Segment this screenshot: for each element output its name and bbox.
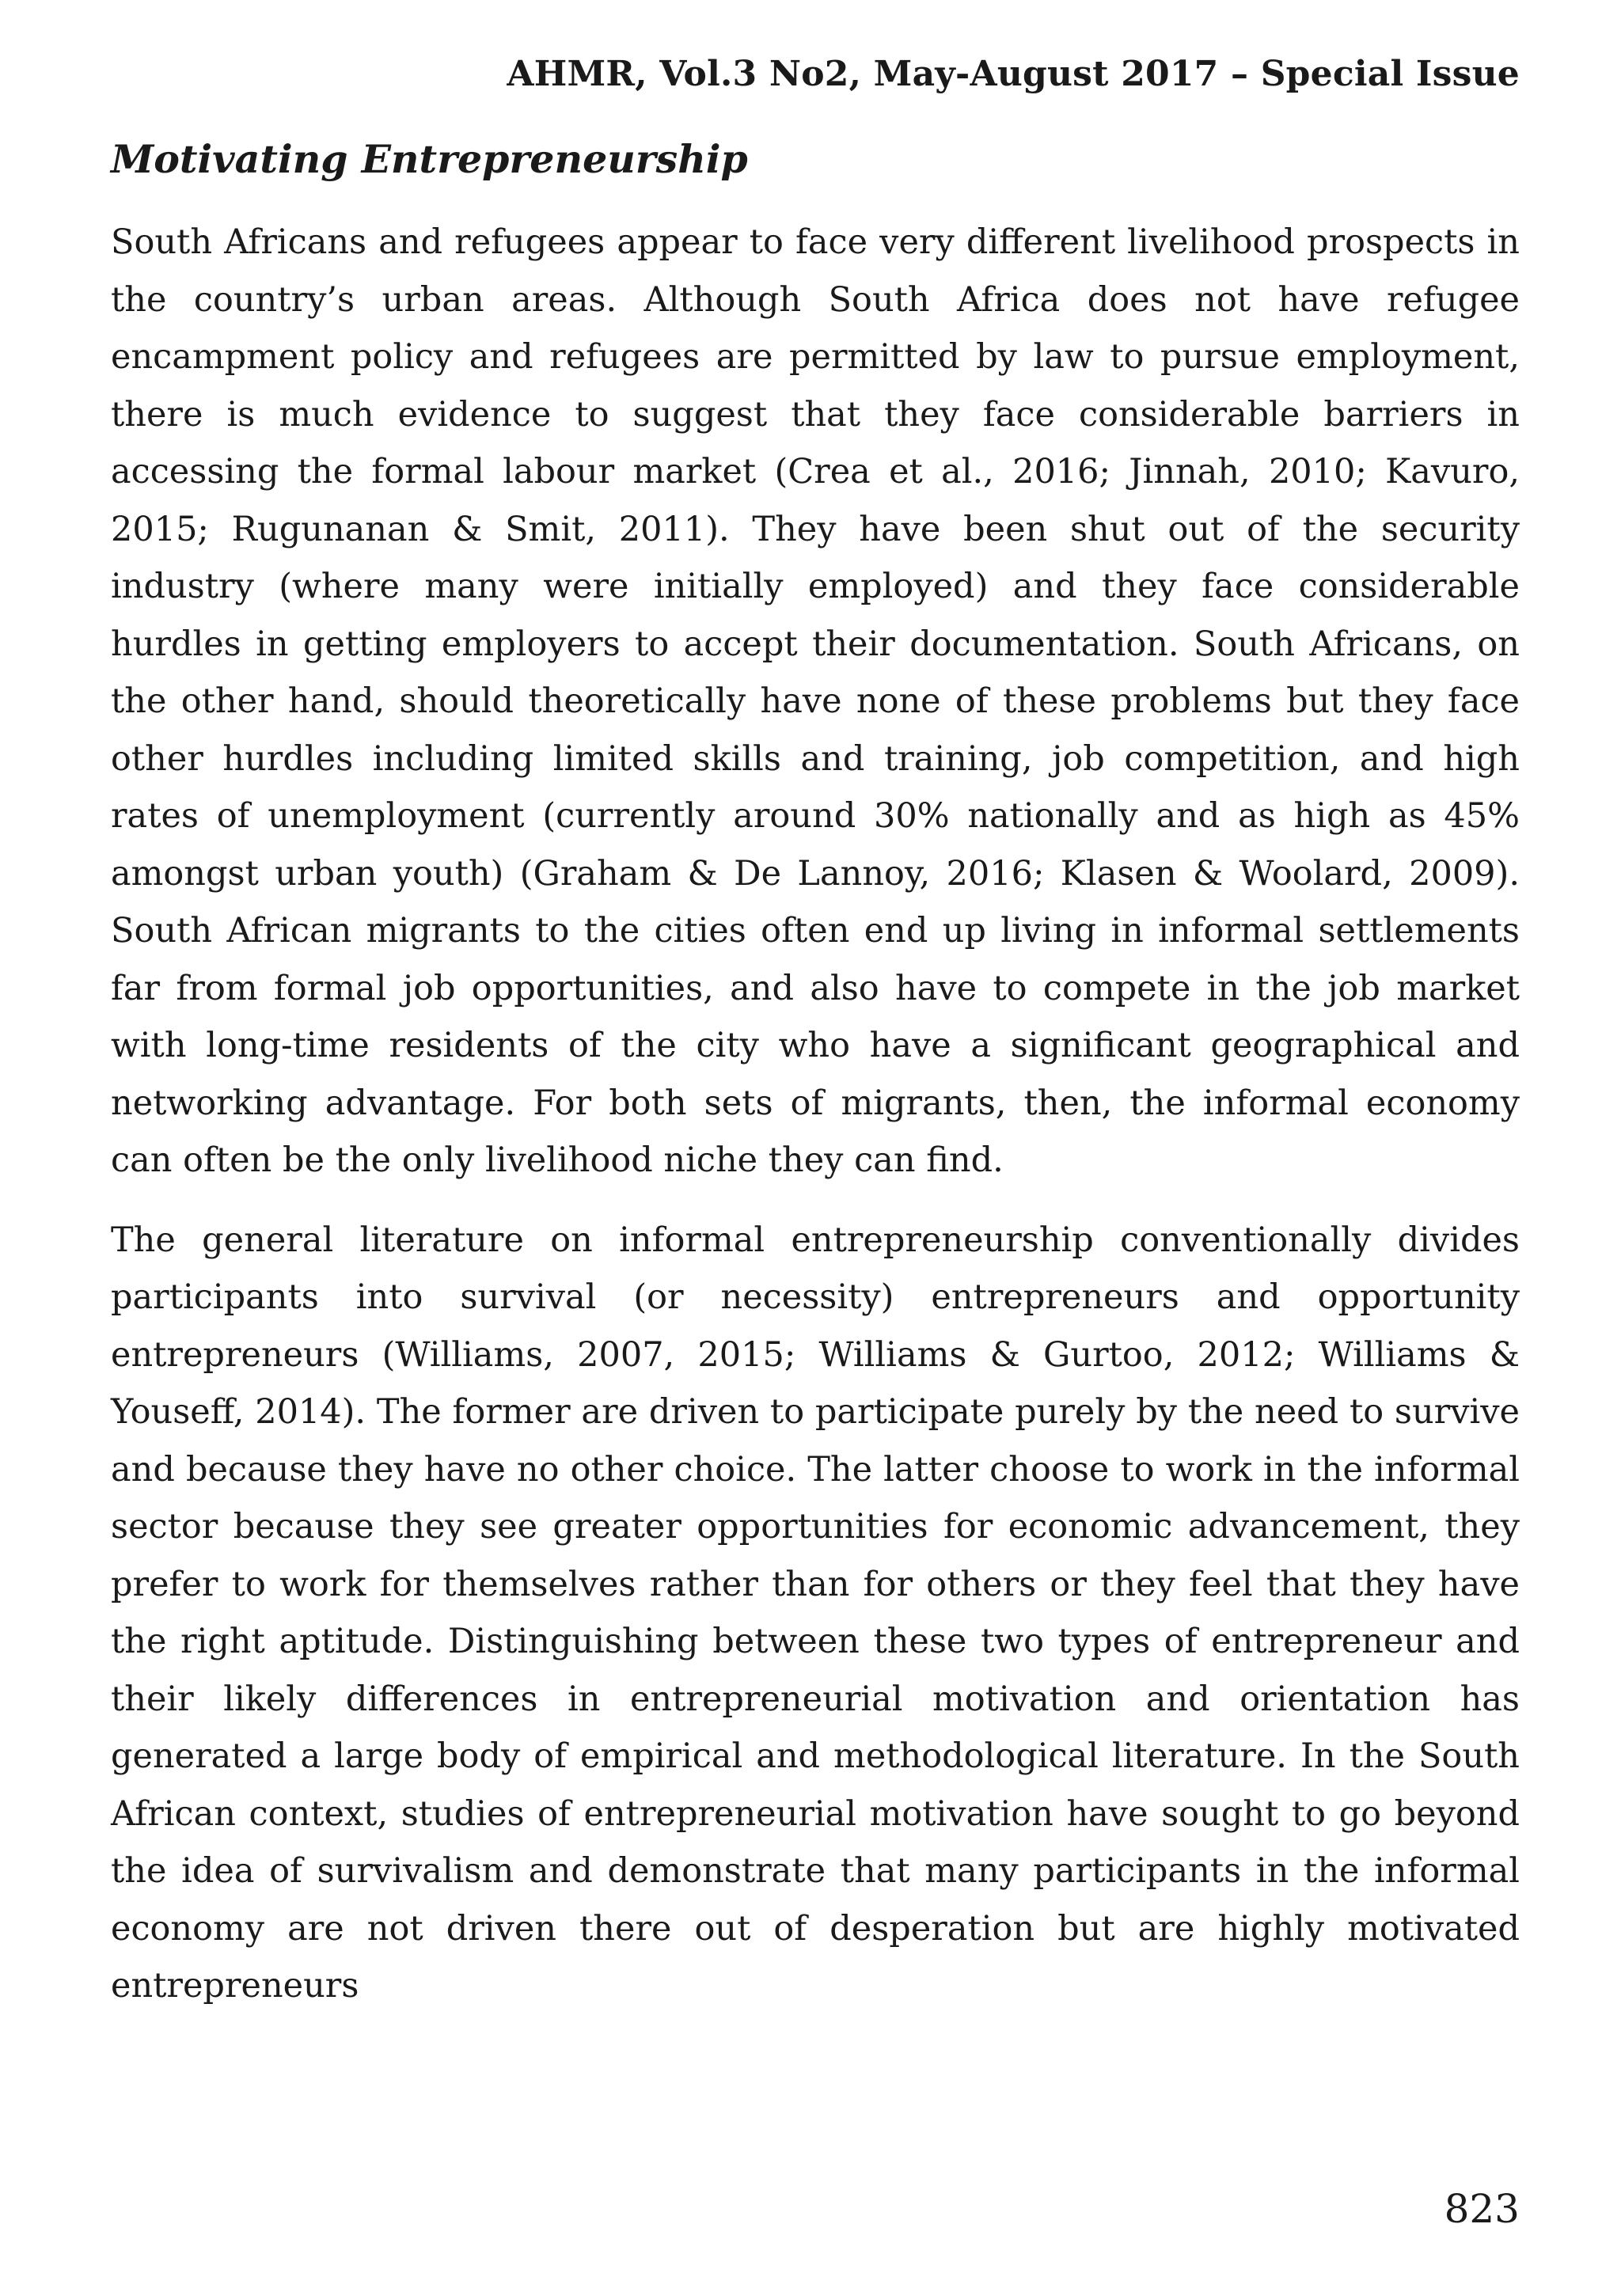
- section-heading: Motivating Entrepreneurship: [111, 136, 748, 182]
- running-header: AHMR, Vol.3 No2, May-August 2017 – Special Issue: [507, 54, 1520, 94]
- paragraph-informal-entrepreneurship: The general literature on informal entrepreneurship conventionally divides participants into survival (or necessity) entrepreneurs and opportunity entrepreneurs (Williams, 2007, 2015; Williams & Gurtoo, 2012; Williams & Youseff, 2014). The former are driven to participate purely by the need to survive and because they have no other choice. The latter choose to work in the informal sector because they see greater opportunities for economic advancement, they prefer to work for themselves rather than for others or they feel that they have the right aptitude. Distinguishing between these two types of entrepreneur and their likely differences in entrepreneurial motivation and orientation has generated a large body of empirical and methodological literature. In the South African context, studies of entrepreneurial motivation have sought to go beyond the idea of survivalism and demonstrate that many participants in the informal economy are not driven there out of desperation but are highly motivated entrepreneurs: [111, 1220, 1520, 2006]
- page-number: 823: [1444, 2186, 1520, 2232]
- journal-page: [111, 0, 1520, 2296]
- body-text: [111, 214, 1520, 2015]
- paragraph-livelihood-prospects: South Africans and refugees appear to face very different livelihood prospects in the country’s urban areas. Although South Africa does not have refugee encampment policy and refugees are permitted by law to pursue employment, there is much evidence to suggest that they face considerable barriers in accessing the formal labour market (Crea et al., 2016; Jinnah, 2010; Kavuro, 2015; Rugunanan & Smit, 2011). They have been shut out of the security industry (where many were initially employed) and they face considerable hurdles in getting employers to accept their documentation. South Africans, on the other hand, should theoretically have none of these problems but they face other hurdles including limited skills and training, job competition, and high rates of unemployment (currently around 30% nationally and as high as 45% amongst urban youth) (Graham & De Lannoy, 2016; Klasen & Woolard, 2009). South African migrants to the cities often end up living in informal settlements far from formal job opportunities, and also have to compete in the job market with long-time residents of the city who have a significant geographical and networking advantage. For both sets of migrants, then, the informal economy can often be the only livelihood niche they can find.: [111, 222, 1520, 1180]
